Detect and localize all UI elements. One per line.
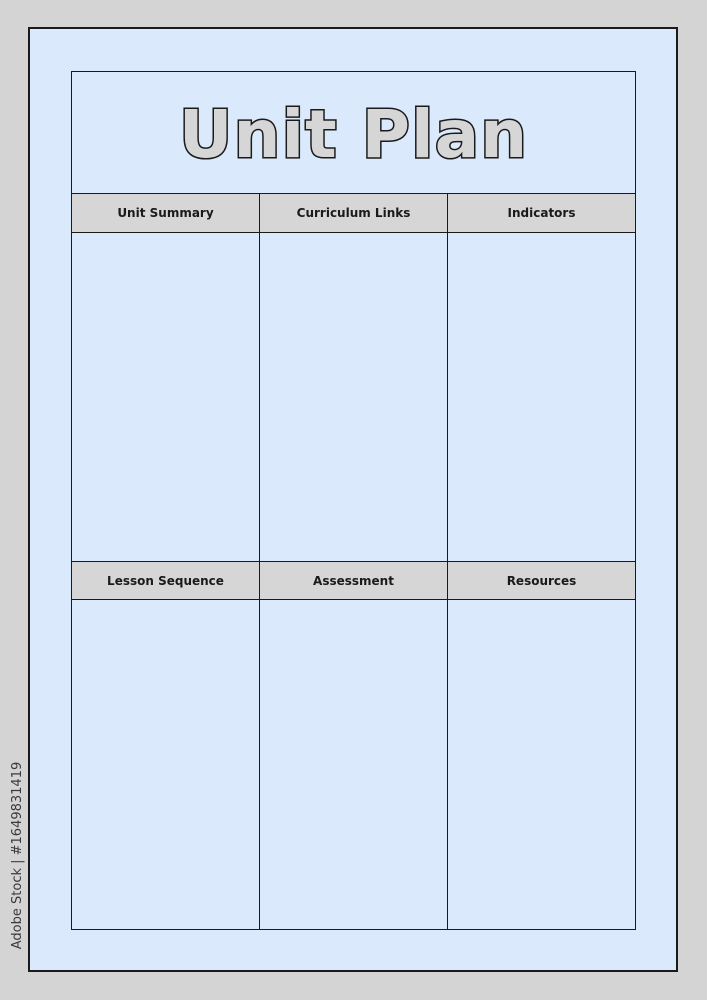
assessment-area[interactable] bbox=[260, 600, 447, 929]
resources-area[interactable] bbox=[448, 600, 635, 929]
unit-summary-section bbox=[72, 194, 260, 561]
resources-header: Resources bbox=[448, 561, 635, 600]
lesson-sequence-area[interactable] bbox=[72, 600, 259, 929]
curriculum-links-area[interactable] bbox=[260, 233, 447, 561]
unit-plan-table bbox=[71, 71, 636, 930]
page-title: Unit Plan bbox=[178, 96, 529, 173]
resources-section bbox=[448, 561, 635, 929]
lesson-sequence-header: Lesson Sequence bbox=[72, 561, 259, 600]
unit-summary-header: Unit Summary bbox=[72, 194, 259, 233]
stock-id-label bbox=[5, 760, 31, 950]
curriculum-links-header: Curriculum Links bbox=[260, 194, 447, 233]
assessment-header: Assessment bbox=[260, 561, 447, 600]
stock-id-text: Adobe Stock | #1649831419 bbox=[10, 761, 26, 949]
indicators-section bbox=[448, 194, 635, 561]
bottom-section-row bbox=[72, 561, 635, 929]
indicators-header: Indicators bbox=[448, 194, 635, 233]
lesson-sequence-section bbox=[72, 561, 260, 929]
curriculum-links-section bbox=[260, 194, 448, 561]
assessment-section bbox=[260, 561, 448, 929]
top-section-row bbox=[72, 194, 635, 561]
unit-summary-area[interactable] bbox=[72, 233, 259, 561]
indicators-area[interactable] bbox=[448, 233, 635, 561]
title-area bbox=[72, 72, 635, 194]
